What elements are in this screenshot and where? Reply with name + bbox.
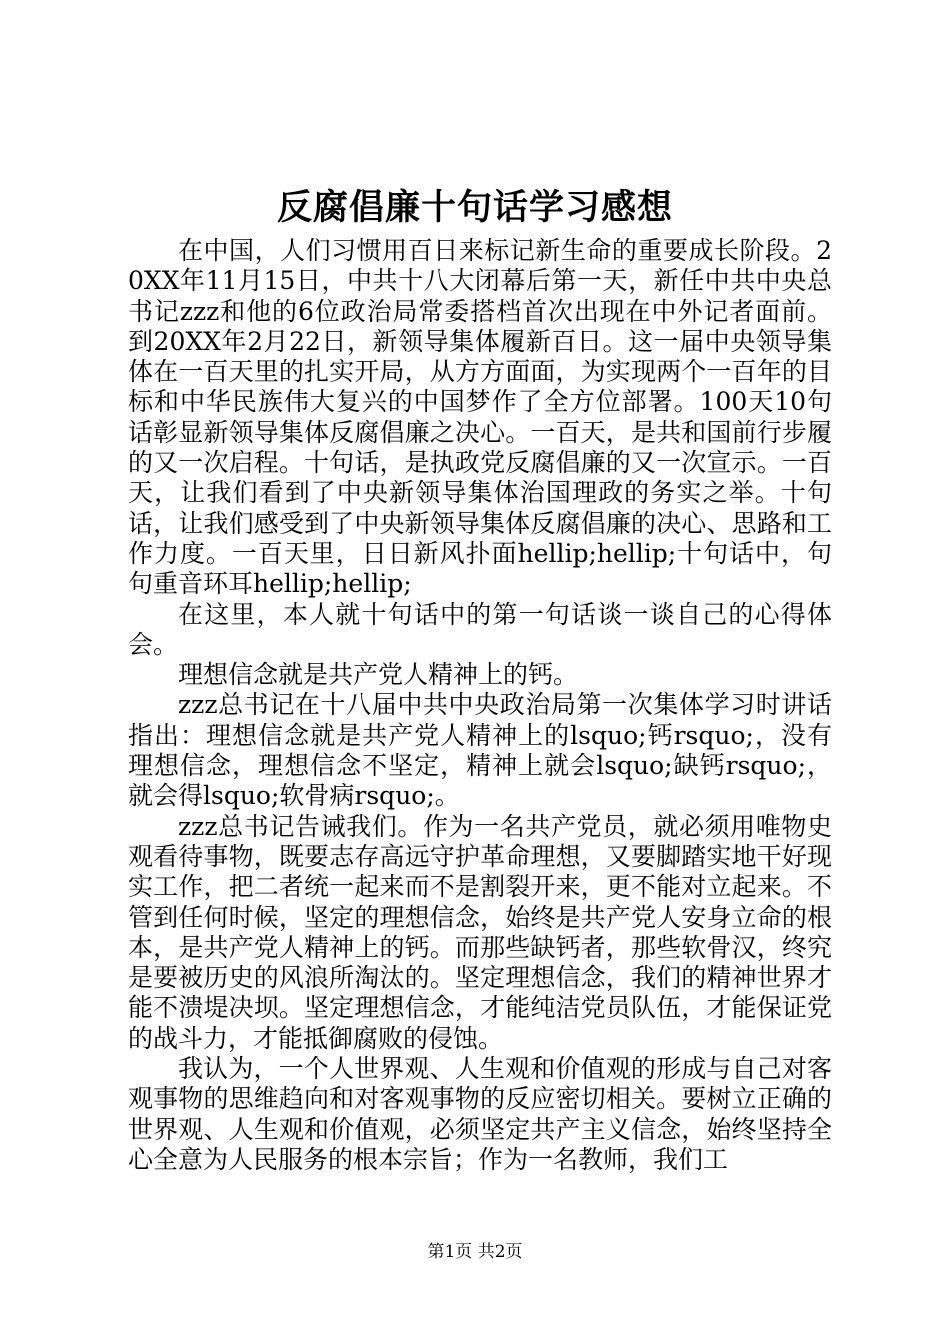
document-body xyxy=(128,236,832,1175)
body-paragraph: 我认为，一个人世界观、人生观和价值观的形成与自己对客观事物的思维趋向和对客观事物的反应密切相关。要树立正确的世界观、人生观和价值观，必须坚定共产主义信念，始终坚持全心全意为人民服务的根本宗旨；作为一名教师，我们工 xyxy=(128,1054,832,1174)
body-paragraph: zzz总书记告诫我们。作为一名共产党员，就必须用唯物史观看待事物，既要志存高远守护革命理想，又要脚踏实地干好现实工作，把二者统一起来而不是割裂开来，更不能对立起来。不管到任何时候，坚定的理想信念，始终是共产党人安身立命的根本，是共产党人精神上的钙。而那些缺钙者，那些软骨汉，终究是要被历史的风浪所淘汰的。坚定理想信念，我们的精神世界才能不溃堤决坝。坚定理想信念，才能纯洁党员队伍，才能保证党的战斗力，才能抵御腐败的侵蚀。 xyxy=(128,811,832,1053)
body-paragraph: 理想信念就是共产党人精神上的钙。 xyxy=(178,660,579,690)
body-paragraph: zzz总书记在十八届中共中央政治局第一次集体学习时讲话指出：理想信念就是共产党人精神上的lsquo;钙rsquo;，没有理想信念，理想信念不坚定，精神上就会lsquo;缺钙rsquo;，就会得lsquo;软骨病rsquo;。 xyxy=(128,690,832,811)
body-paragraph: 在中国，人们习惯用百日来标记新生命的重要成长阶段。20XX年11月15日，中共十八大闭幕后第一天，新任中共中央总书记zzz和他的6位政治局常委搭档首次出现在中外记者面前。到20XX年2月22日，新领导集体履新百日。这一届中央领导集体在一百天里的扎实开局，从方方面面，为实现两个一百年的目标和中华民族伟大复兴的中国梦作了全方位部署。100天10句话彰显新领导集体反腐倡廉之决心。一百天，是共和国前行步履的又一次启程。十句话，是执政党反腐倡廉的又一次宣示。一百天，让我们看到了中央新领导集体治国理政的务实之举。十句话，让我们感受到了中央新领导集体反腐倡廉的决心、思路和工作力度。一百天里，日日新风扑面hellip;hellip;十句话中，句句重音环耳hellip;hellip; xyxy=(128,236,832,599)
body-paragraph: 在这里，本人就十句话中的第一句话谈一谈自己的心得体会。 xyxy=(128,599,832,659)
page-footer: 第1页 共2页 xyxy=(427,1242,523,1262)
document-title: 反腐倡廉十句话学习感想 xyxy=(276,187,673,228)
